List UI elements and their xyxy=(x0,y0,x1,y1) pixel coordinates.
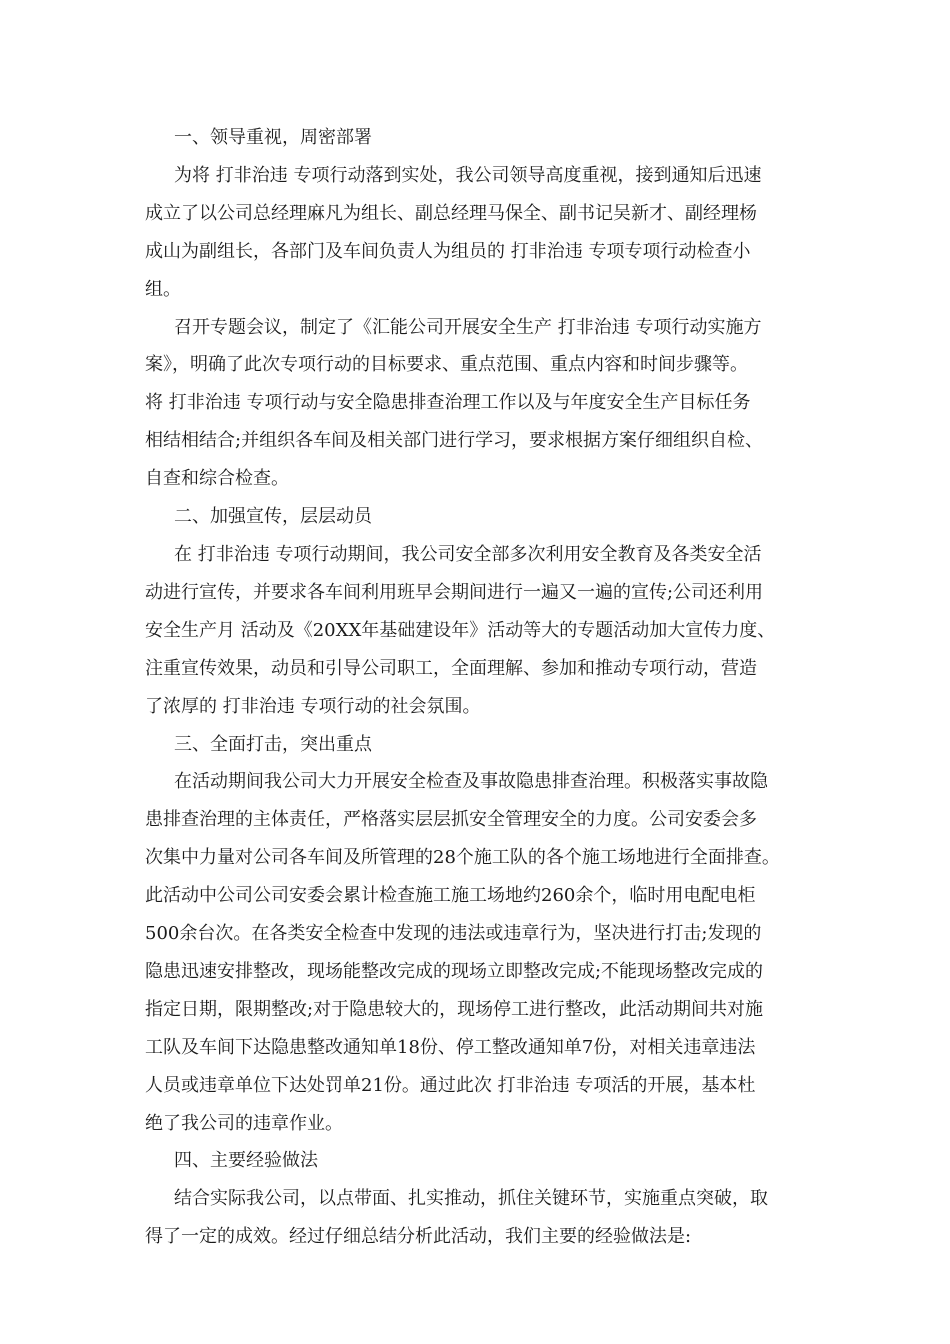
heading-text: 三、全面打击，突出重点 xyxy=(174,733,372,755)
text-line: 注重宣传效果，动员和引导公司职工，全面理解、参加和推动专项行动，营造 xyxy=(145,657,757,679)
text-line: 成山为副组长，各部门及车间负责人为组员的 打非治违 专项专项行动检查小 xyxy=(145,240,751,262)
text-line: 得了一定的成效。经过仔细总结分析此活动，我们主要的经验做法是: xyxy=(145,1226,692,1248)
section-heading-1 xyxy=(145,119,815,157)
paragraph xyxy=(145,1180,815,1256)
text-line: 人员或违章单位下达处罚单21份。通过此次 打非治违 专项活的开展，基本杜 xyxy=(145,1074,756,1096)
paragraph xyxy=(145,763,815,1142)
paragraph xyxy=(145,157,815,309)
text-line: 在活动期间我公司大力开展安全检查及事故隐患排查治理。积极落实事故隐 xyxy=(174,771,768,793)
text-line: 在 打非治违 专项行动期间，我公司安全部多次利用安全教育及各类安全活 xyxy=(174,543,762,565)
text-line: 结合实际我公司，以点带面、扎实推动，抓住关键环节，实施重点突破，取 xyxy=(174,1188,768,1210)
text-line: 此活动中公司公司安委会累计检查施工施工场地约260余个，临时用电配电柜 xyxy=(145,885,756,907)
text-line: 为将 打非治违 专项行动落到实处，我公司领导高度重视，接到通知后迅速 xyxy=(174,164,762,186)
text-line: 动进行宣传，并要求各车间利用班早会期间进行一遍又一遍的宣传;公司还利用 xyxy=(145,581,764,603)
heading-text: 一、领导重视，周密部署 xyxy=(174,127,372,148)
heading-text: 二、加强宣传，层层动员 xyxy=(174,506,372,528)
text-line: 次集中力量对公司各车间及所管理的28个施工队的各个施工场地进行全面排查。 xyxy=(145,847,780,869)
text-line: 指定日期，限期整改;对于隐患较大的，现场停工进行整改，此活动期间共对施 xyxy=(145,998,764,1020)
text-line: 工队及车间下达隐患整改通知单18份、停工整改通知单7份，对相关违章违法 xyxy=(145,1036,756,1058)
text-line: 将 打非治违 专项行动与安全隐患排查治理工作以及与年度安全生产目标任务 xyxy=(145,392,751,414)
text-line: 召开专题会议，制定了《汇能公司开展安全生产 打非治违 专项行动实施方 xyxy=(174,316,762,338)
text-line: 隐患迅速安排整改，现场能整改完成的现场立即整改完成;不能现场整改完成的 xyxy=(145,960,764,982)
text-line: 了浓厚的 打非治违 专项行动的社会氛围。 xyxy=(145,695,481,717)
text-line: 组。 xyxy=(145,278,181,300)
text-line: 患排查治理的主体责任，严格落实层层抓安全管理安全的力度。公司安委会多 xyxy=(145,809,757,831)
paragraph xyxy=(145,309,815,499)
section-heading-2 xyxy=(145,498,815,536)
text-line: 成立了以公司总经理麻凡为组长、副总经理马保全、副书记吴新才、副经理杨 xyxy=(145,202,757,224)
paragraph xyxy=(145,536,815,726)
text-line: 500余台次。在各类安全检查中发现的违法或违章行为，坚决进行打击;发现的 xyxy=(145,923,762,945)
section-heading-4 xyxy=(145,1142,815,1180)
text-line: 绝了我公司的违章作业。 xyxy=(145,1112,343,1134)
heading-text: 四、主要经验做法 xyxy=(174,1150,318,1172)
text-line: 相结相结合;并组织各车间及相关部门进行学习，要求根据方案仔细组织自检、 xyxy=(145,430,764,452)
section-heading-3 xyxy=(145,726,815,764)
text-line: 案》，明确了此次专项行动的目标要求、重点范围、重点内容和时间步骤等。 xyxy=(145,354,748,376)
document-body xyxy=(145,119,815,1256)
text-line: 安全生产月 活动及《20XX年基础建设年》活动等大的专题活动加大宣传力度、 xyxy=(145,619,776,641)
text-line: 自查和综合检查。 xyxy=(145,468,289,490)
